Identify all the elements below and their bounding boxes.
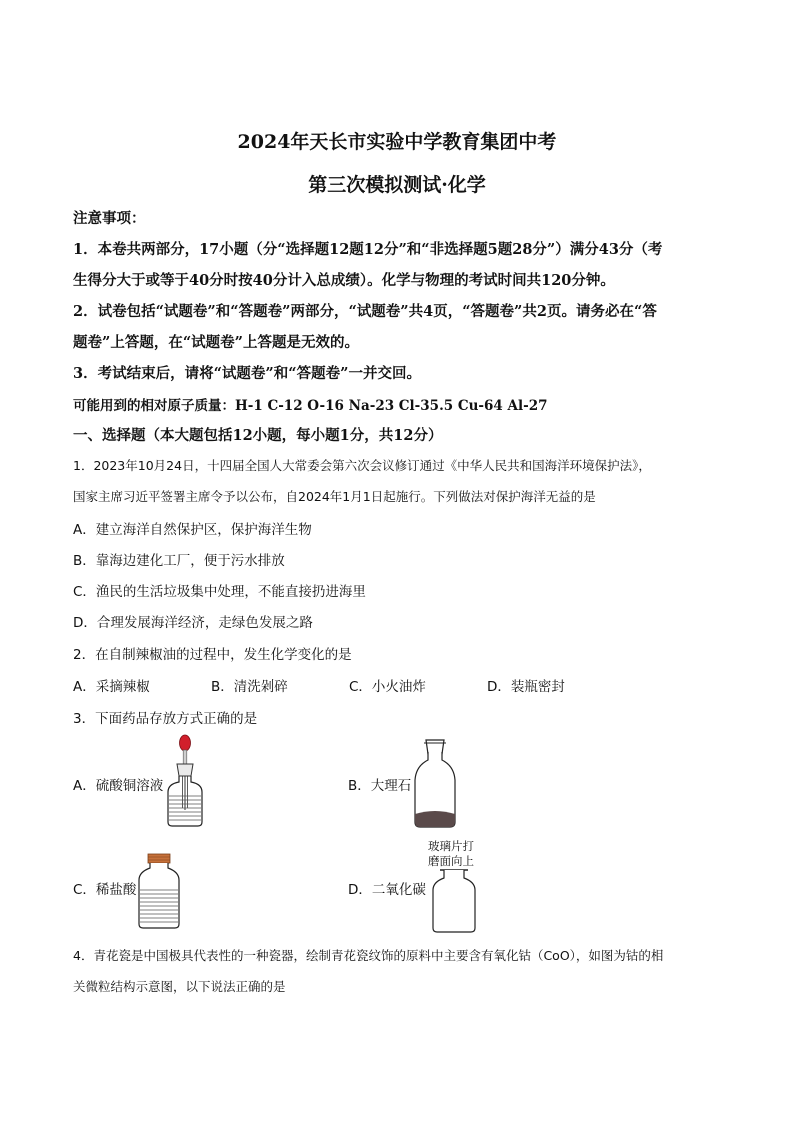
q1-stem-line-2: 国家主席习近平签署主席令予以公布，自2024年1月1日起施行。下列做法对保护海洋无益的是 <box>73 489 596 504</box>
q3-option-b: B．大理石 <box>348 778 412 794</box>
q2-stem: 2．在自制辣椒油的过程中，发生化学变化的是 <box>73 647 352 663</box>
q1-option-d: D．合理发展海洋经济，走绿色发展之路 <box>73 615 313 631</box>
q2-option-a: A．采摘辣椒 <box>73 679 150 695</box>
note-3: 3．考试结束后，请将“试题卷”和“答题卷”一并交回。 <box>73 365 421 382</box>
q2-option-d: D．装瓶密封 <box>487 679 565 695</box>
q3-option-d: D．二氧化碳 <box>348 882 426 898</box>
wide-mouth-bottle-diagram <box>410 738 460 830</box>
q2-option-b: B．清洗剁碎 <box>211 679 288 695</box>
q1-option-c: C．渔民的生活垃圾集中处理，不能直接扔进海里 <box>73 584 366 600</box>
q3-stem: 3．下面药品存放方式正确的是 <box>73 711 258 727</box>
q4-stem-line-2: 关微粒结构示意图，以下说法正确的是 <box>73 979 286 994</box>
q3-option-c: C．稀盐酸 <box>73 882 137 898</box>
gas-collecting-bottle-diagram <box>430 868 478 934</box>
q1-stem-line-1: 1．2023年10月24日，十四届全国人大常委会第六次会议修订通过《中华人民共和国海洋环境保护法》， <box>73 458 651 473</box>
page-title: 2024年天长市实验中学教育集团中考 <box>237 131 557 153</box>
q1-option-b: B．靠海边建化工厂，便于污水排放 <box>73 553 285 569</box>
section-1-heading: 一、选择题（本大题包括12小题，每小题1分，共12分） <box>73 427 443 444</box>
glass-note-line-1: 玻璃片打 <box>428 839 474 853</box>
note-1-line-1: 1．本卷共两部分，17小题（分“选择题12题12分”和“非选择题5题28分”）满分43分（考 <box>73 241 663 258</box>
q1-option-a: A．建立海洋自然保护区，保护海洋生物 <box>73 522 312 538</box>
note-2-line-1: 2．试卷包括“试题卷”和“答题卷”两部分，“试题卷”共4页，“答题卷”共2页。请务必在“答 <box>73 303 657 320</box>
notes-heading: 注意事项： <box>73 210 146 227</box>
note-1-line-2: 生得分大于或等于40分时按40分计入总成绩）。化学与物理的考试时间共120分钟。 <box>73 272 615 289</box>
atomic-mass-line: 可能用到的相对原子质量：H-1 C-12 O-16 Na-23 Cl-35.5 Cu-64 Al-27 <box>73 398 548 414</box>
q3-option-a: A．硫酸铜溶液 <box>73 778 164 794</box>
glass-note-line-2: 磨面向上 <box>428 854 474 868</box>
q2-option-c: C．小火油炸 <box>349 679 426 695</box>
q4-stem-line-1: 4．青花瓷是中国极具代表性的一种瓷器，绘制青花瓷纹饰的原料中主要含有氧化钴（CoO），如图为钴的相 <box>73 948 664 963</box>
page-subtitle: 第三次模拟测试·化学 <box>308 174 486 196</box>
reagent-bottle-diagram <box>136 852 182 930</box>
note-2-line-2: 题卷”上答题，在“试题卷”上答题是无效的。 <box>73 334 360 351</box>
dropper-bottle-diagram <box>160 732 210 828</box>
